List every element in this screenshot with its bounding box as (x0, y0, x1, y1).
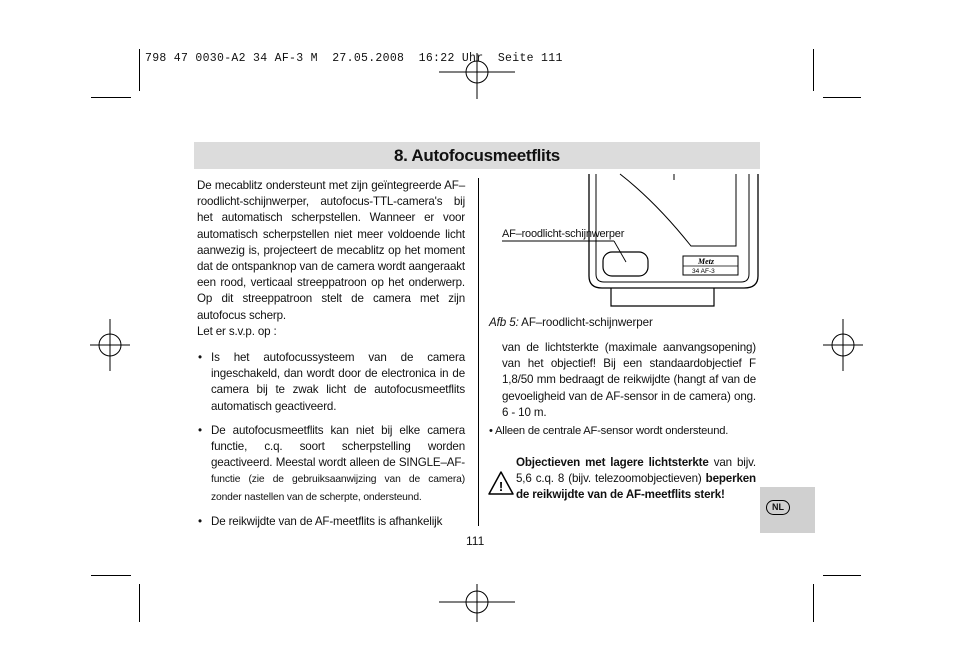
caption-prefix: Afb 5: (489, 316, 519, 329)
crop-mark-top-right-horizontal (823, 97, 861, 98)
print-slug-line: 798 47 0030-A2 34 AF-3 M 27.05.2008 16:22 Uhr Seite 111 (145, 52, 563, 65)
right-bullet: • Alleen de centrale AF-sensor wordt ondersteund. (489, 425, 729, 437)
model-label: 34 AF-3 (692, 268, 715, 275)
section-title: 8. Autofocusmeetflits (394, 146, 560, 165)
section-title-bar (194, 142, 760, 169)
list-item: • De autofocusmeetflits kan niet bij elke camera functie, c.q. soort scherpstelling worden geactiveerd. Meestal wordt alleen de SINGLE–AF-functie (zie de gebruiksaanwijzing van de camera) zonder nastellen van de scherpte, ondersteund. (197, 423, 465, 506)
figure-caption (489, 316, 653, 329)
list-item-small-text: functie (zie de gebruiksaanwijzing van de camera) zonder nastellen van de scherpte, ondersteund. (211, 474, 465, 503)
column-divider (478, 178, 479, 526)
crop-mark-bottom-right-horizontal (823, 575, 861, 576)
crop-mark-top-right-vertical (813, 49, 814, 91)
list-item: • De reikwijdte van de AF-meetflits is afhankelijk (197, 514, 465, 530)
registration-mark-bottom-icon (437, 582, 517, 626)
intro-paragraph: De mecablitz ondersteunt met zijn geïntegreerde AF–roodlicht-schijnwerper, autofocus-TTL-camera's bij het automatisch scherpstellen. Wanneer er voor automatisch scherpstellen niet meer voldoende licht aanwezig is, projecteert de mecablitz op het moment dat de ontspanknop van de camera wordt aangeraakt een rood, verticaal streeppatroon op het onderwerp. Op dit streeppatroon stelt de camera met zijn autofocus scherp. (197, 179, 465, 322)
warning-triangle-icon (487, 470, 515, 496)
registration-mark-right-icon (821, 315, 865, 375)
figure-callout-label: AF–roodlicht-schijnwerper (502, 228, 625, 240)
warning-note (516, 455, 756, 504)
language-badge: NL (766, 500, 790, 515)
page-number: 111 (466, 534, 485, 548)
crop-mark-top-left-horizontal (91, 97, 131, 98)
right-column (502, 340, 756, 421)
registration-mark-left-icon (88, 315, 132, 375)
note-label: Let er s.v.p. op : (197, 324, 277, 338)
crop-mark-bottom-right-vertical (813, 584, 814, 622)
crop-mark-top-left-vertical (139, 49, 140, 91)
bullet-list (197, 350, 465, 530)
continuation-paragraph: van de lichtsterkte (maximale aanvangsopening) van het objectief! Bij een standaardobjectief F 1,8/50 mm bedraagt de reikwijdte (hangt af van de gevoeligheid van de AF-sensor in de camera) ong. 6 - 10 m. (502, 341, 756, 419)
bullet-dot: • (489, 425, 496, 437)
list-item: • Is het autofocussysteem van de camera ingeschakeld, dan wordt door de electronica in de camera bij te zwak licht de autofocusmeetflits automatisch geactiveerd. (197, 350, 465, 415)
warning-bold-start: Objectieven met lagere lichtsterkte (516, 456, 709, 469)
brand-logo: Metz (698, 257, 714, 266)
warning-bold-end: beperken de reikwijdte van de AF-meetflits sterk! (516, 472, 756, 502)
warning-normal-mid: van bijv. 5,6 c.q. 8 (bijv. telezoomobjectieven) (516, 456, 756, 486)
crop-mark-bottom-left-horizontal (91, 575, 131, 576)
svg-text:!: ! (498, 479, 504, 494)
caption-text: AF–roodlicht-schijnwerper (518, 316, 653, 329)
crop-mark-bottom-left-vertical (139, 584, 140, 622)
left-column (197, 178, 465, 538)
callout-line (500, 238, 630, 264)
